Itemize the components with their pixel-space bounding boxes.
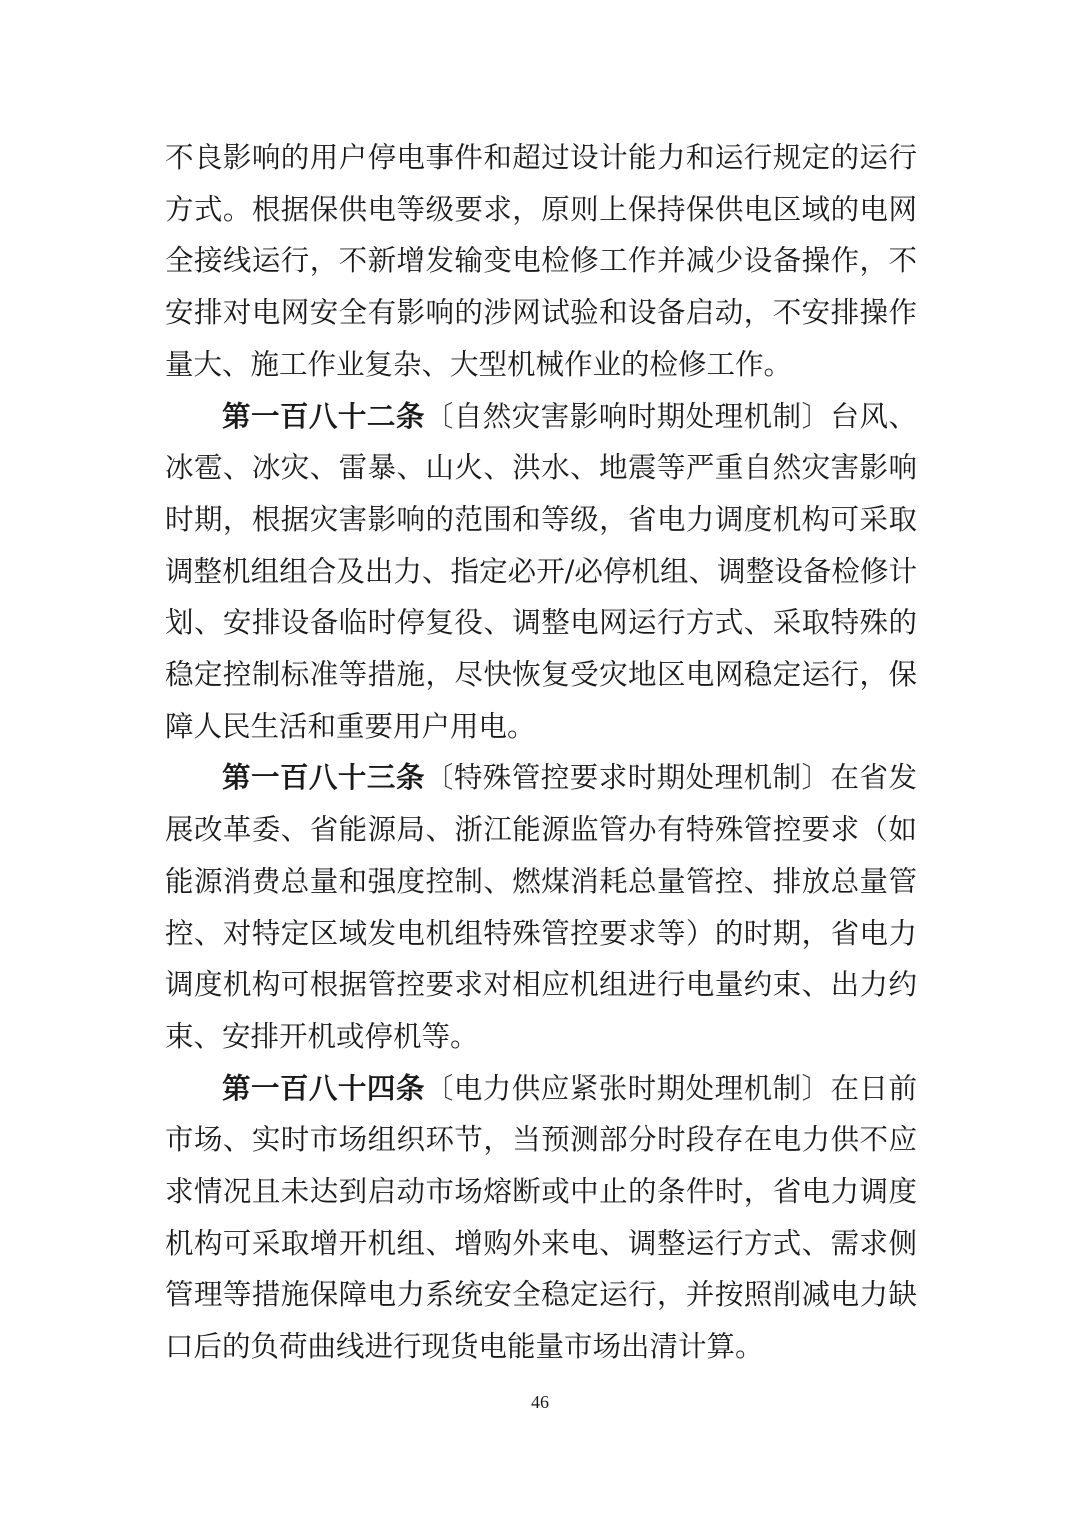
article-text: 〔自然灾害影响时期处理机制〕台风、冰雹、冰灾、雷暴、山火、洪水、地震等严重自然灾害影响时期，根据灾害影响的范围和等级，省电力调度机构可采取调整机组组合及出力、指定必开/必停机组、调整设备检修计划、安排设备临时停复役、调整电网运行方式、采取特殊的稳定控制标准等措施，尽快恢复受灾地区电网稳定运行，保障人民生活和重要用户用电。 [165, 399, 917, 743]
page-number: 46 [531, 1392, 549, 1412]
article-text: 〔特殊管控要求时期处理机制〕在省发展改革委、省能源局、浙江能源监管办有特殊管控要求（如能源消费总量和强度控制、燃煤消耗总量管控、排放总量管控、对特定区域发电机组特殊管控要求等）的时期，省电力调度机构可根据管控要求对相应机组进行电量约束、出力约束、安排开机或停机等。 [165, 761, 917, 1053]
article-number: 第一百八十四条 [222, 1071, 425, 1105]
document-body [165, 132, 917, 1373]
article-184 [165, 1063, 917, 1373]
article-183 [165, 752, 917, 1062]
article-text: 〔电力供应紧张时期处理机制〕在日前市场、实时市场组织环节，当预测部分时段存在电力供不应求情况且未达到启动市场熔断或中止的条件时，省电力调度机构可采取增开机组、增购外来电、调整运行方式、需求侧管理等措施保障电力系统安全稳定运行，并按照削减电力缺口后的负荷曲线进行现货电能量市场出清计算。 [165, 1071, 917, 1364]
paragraph-continuation [165, 132, 917, 391]
article-number: 第一百八十二条 [222, 399, 425, 433]
paragraph-text: 不良影响的用户停电事件和超过设计能力和运行规定的运行方式。根据保供电等级要求，原则上保持保供电区域的电网全接线运行，不新增发输变电检修工作并减少设备操作，不安排对电网安全有影响的涉网试验和设备启动，不安排操作量大、施工作业复杂、大型机械作业的检修工作。 [165, 141, 917, 381]
article-number: 第一百八十三条 [222, 761, 425, 795]
article-182 [165, 391, 917, 753]
